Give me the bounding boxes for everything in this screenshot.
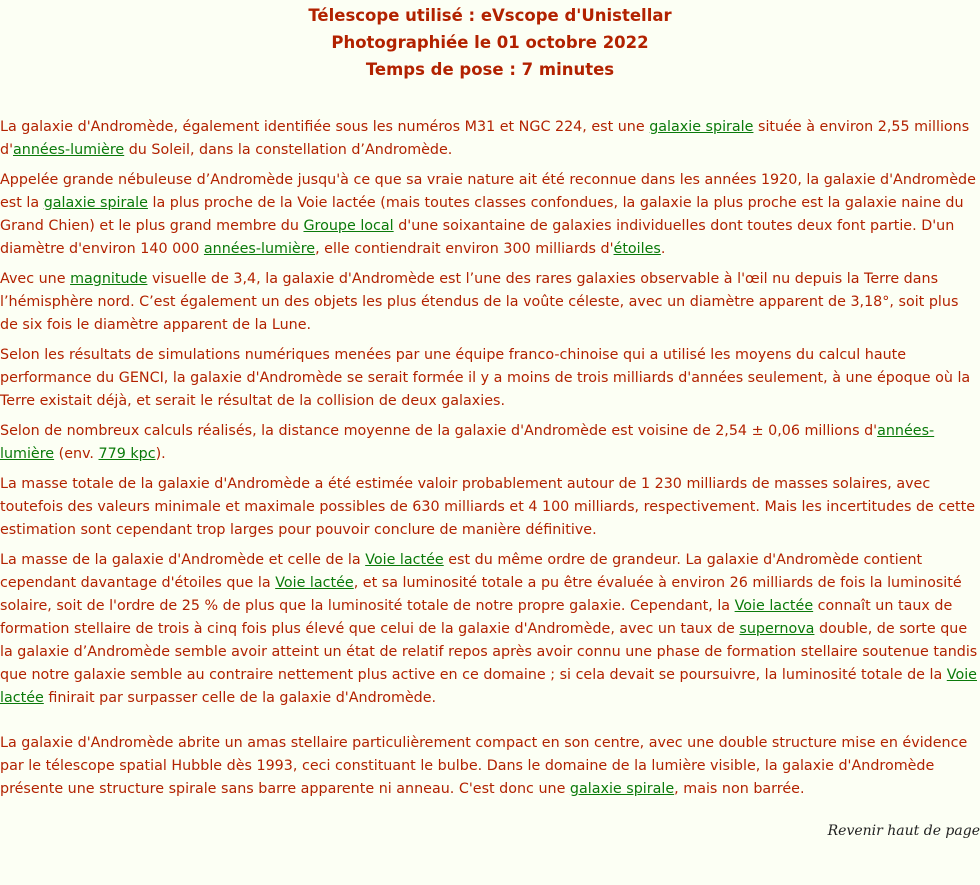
exposure-time-line: Temps de pose : 7 minutes (365, 60, 615, 79)
text: . (660, 241, 666, 257)
link-etoiles[interactable]: étoiles (613, 241, 661, 257)
text: Selon les résultats de simulations numériques menées par une équipe franco-chinoise qui a utilisé les moyens du calcul haute performance du GENCI, la galaxie d'Andromède se serait formée il y a moins de trois milliards d'années seulement, à une époque où la Terre existait déjà, et serait le résultat de la collision de deux galaxies. (0, 347, 971, 409)
text: ). (155, 446, 166, 462)
link-galaxie-spirale[interactable]: galaxie spirale (43, 195, 148, 211)
text: située à environ 2,55 millions d' (0, 119, 970, 158)
text: Appelée grande nébuleuse d’Andromède jusqu'à ce que sa vraie nature ait été reconnue dans les années 1920, la galaxie d'Andromède est la (0, 172, 976, 211)
paragraph-intro (0, 116, 980, 162)
text: (env. (54, 446, 99, 462)
paragraph-comparaison (0, 549, 980, 710)
link-galaxie-spirale[interactable]: galaxie spirale (569, 781, 675, 797)
text: Selon de nombreux calculs réalisés, la distance moyenne de la galaxie d'Andromède est voisine de 2,54 ± 0,06 millions d' (0, 423, 878, 439)
text: du Soleil, dans la constellation d’Andromède. (124, 142, 453, 158)
paragraph-simulations (0, 344, 980, 413)
page-footer (0, 823, 980, 839)
text: est du même ordre de grandeur. La galaxie d'Andromède contient cependant davantage d'étoiles que la (0, 552, 923, 591)
paragraph-nebuleuse (0, 169, 980, 261)
text: la plus proche de la Voie lactée (mais toutes classes confondues, la galaxie la plus proche est la galaxie naine du Grand Chien) et le plus grand membre du (0, 195, 964, 234)
paragraph-distance (0, 420, 980, 466)
text: , elle contiendrait environ 300 milliards d' (315, 241, 614, 257)
back-to-top-link[interactable]: Revenir haut de page (827, 823, 980, 839)
link-voie-lactee[interactable]: Voie lactée (365, 552, 444, 568)
text: connaît un taux de formation stellaire de trois à cinq fois plus élevé que celui de la galaxie d'Andromède, avec un taux de (0, 598, 953, 637)
text: Avec une (0, 271, 71, 287)
link-galaxie-spirale[interactable]: galaxie spirale (649, 119, 754, 135)
link-groupe-local[interactable]: Groupe local (303, 218, 394, 234)
photo-date-line: Photographiée le 01 octobre 2022 (331, 33, 649, 52)
text: double, de sorte que la galaxie d’Andromède semble avoir atteint un état de relatif repos après avoir connu une phase de formation stellaire soutenue tandis que notre galaxie semble au contraire nettement plus active en ce domaine ; si cela devait se poursuivre, la luminosité totale de la (0, 621, 978, 683)
link-voie-lactee[interactable]: Voie lactée (734, 598, 814, 614)
link-annees-lumiere[interactable]: années-lumière (203, 241, 316, 257)
text: La masse totale de la galaxie d'Andromède a été estimée valoir probablement autour de 1 230 milliards de masses solaires, avec toutefois des valeurs minimale et maximale possibles de 630 milliards et 4 100 milliards, respectivement. Mais les incertitudes de cette estimation sont cependant trop larges pour pouvoir conclure de manière définitive. (0, 476, 976, 538)
text: , mais non barrée. (674, 781, 805, 797)
link-magnitude[interactable]: magnitude (70, 271, 148, 287)
paragraph-structure (0, 732, 980, 801)
telescope-line: Télescope utilisé : eVscope d'Unistellar (308, 6, 672, 25)
text: d'une soixantaine de galaxies individuelles dont toutes deux font partie. D'un diamètre d'environ 140 000 (0, 218, 955, 257)
link-supernova[interactable]: supernova (739, 621, 815, 637)
text: finirait par surpasser celle de la galaxie d'Andromède. (43, 690, 437, 706)
link-annees-lumiere[interactable]: années-lumière (13, 142, 125, 158)
paragraph-masse-totale (0, 473, 980, 542)
text: La galaxie d'Andromède, également identifiée sous les numéros M31 et NGC 224, est une (0, 119, 650, 135)
link-voie-lactee[interactable]: Voie lactée (275, 575, 354, 591)
link-annees-lumiere[interactable]: années-lumière (0, 423, 935, 462)
paragraph-magnitude (0, 268, 980, 337)
link-voie-lactee[interactable]: Voie lactée (0, 667, 977, 706)
text: La masse de la galaxie d'Andromède et celle de la (0, 552, 366, 568)
article-body (0, 116, 980, 801)
text: visuelle de 3,4, la galaxie d'Andromède est l’une des rares galaxies observable à l'œil nu depuis la Terre dans l’hémisphère nord. C’est également un des objets les plus étendus de la voûte céleste, avec un diamètre apparent de 3,18°, soit plus de six fois le diamètre apparent de la Lune. (0, 271, 959, 333)
page-header (0, 0, 980, 83)
text: , et sa luminosité totale a pu être évaluée à environ 26 milliards de fois la luminosité solaire, soit de l'ordre de 25 % de plus que la luminosité totale de notre propre galaxie. Cependant, la (0, 575, 962, 614)
link-kpc[interactable]: 779 kpc (98, 446, 156, 462)
text: La galaxie d'Andromède abrite un amas stellaire particulièrement compact en son centre, avec une double structure mise en évidence par le télescope spatial Hubble dès 1993, ceci constituant le bulbe. Dans le domaine de la lumière visible, la galaxie d'Andromède présente une structure spirale sans barre apparente ni anneau. C'est donc une (0, 735, 968, 797)
